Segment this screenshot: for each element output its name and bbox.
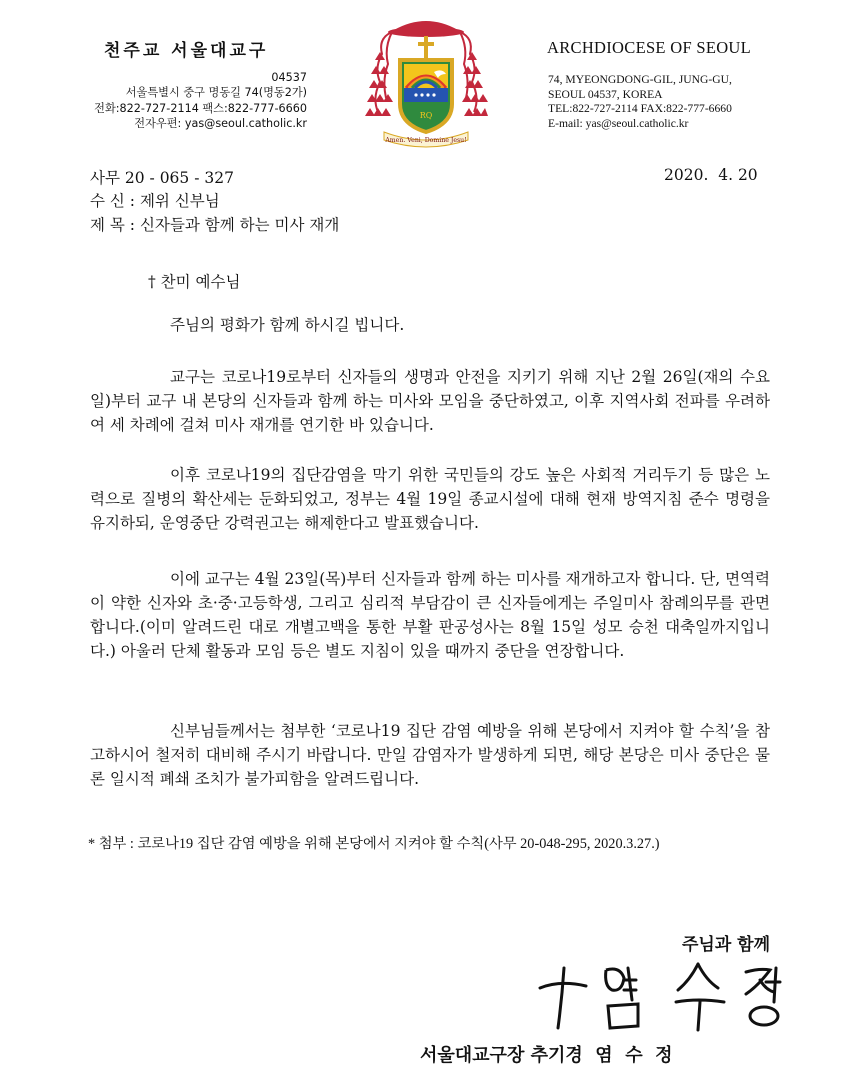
address-block-english (548, 73, 732, 131)
address-block-korean (94, 70, 307, 132)
phone-fax-english: TEL:822-727-2114 FAX:822-777-6660 (548, 102, 732, 116)
attachment-note: * 첨부 : 코로나19 집단 감염 예방을 위해 본당에서 지켜야 할 수칙(사무 20-048-295, 2020.3.27.) (88, 836, 660, 852)
praise-line: † 찬미 예수님 (148, 273, 241, 291)
address-line-1: 74, MYEONGDONG-GIL, JUNG-GU, (548, 73, 732, 86)
handwritten-signature (520, 950, 820, 1032)
org-name-korean: 천주교 서울대교구 (104, 41, 269, 61)
email-english: E-mail: yas@seoul.catholic.kr (548, 116, 689, 130)
crest-motto: Amen. Veni, Domine Jesu! (385, 137, 467, 144)
address-line-2: SEOUL 04537, KOREA (548, 87, 663, 101)
document-number: 사무 20 - 065 - 327 (90, 169, 234, 187)
street-address: 서울특별시 중구 명동길 74(명동2가) (125, 86, 307, 100)
document-date: 2020. 4. 20 (664, 166, 758, 184)
paragraph-government-announcement: 이후 코로나19의 집단감염을 막기 위한 국민들의 강도 높은 사회적 거리두기 등 많은 노력으로 질병의 확산세는 둔화되었고, 정부는 4월 19일 종교시설에 대해 현재 방역지침 준수 명령을 유지하되, 운영중단 강력권고는 해제한다고 발표했습니다. (90, 466, 770, 532)
subject-line: 제 목 : 신자들과 함께 하는 미사 재개 (90, 216, 340, 234)
archdiocese-crest-logo (364, 8, 488, 150)
org-name-english: ARCHDIOCESE OF SEOUL (547, 38, 752, 57)
greeting-line: 주님의 평화가 함께 하시길 빕니다. (170, 316, 405, 334)
crest-monogram: RQ (419, 111, 433, 120)
signer-name: 서울대교구장 추기경 염 수 정 (420, 1045, 673, 1066)
paragraph-suspension: 교구는 코로나19로부터 신자들의 생명과 안전을 지키기 위해 지난 2월 26일(재의 수요일)부터 교구 내 본당의 신자들과 함께 하는 미사와 모임을 중단하였고, 이후 지역사회 전파를 우려하여 세 차례에 걸쳐 미사 재개를 연기한 바 있습니다. (90, 368, 770, 434)
closing-phrase: 주님과 함께 (682, 935, 771, 955)
email: 전자우편: yas@seoul.catholic.kr (134, 117, 307, 131)
postcode: 04537 (271, 71, 307, 84)
paragraph-mass-resumption: 이에 교구는 4월 23일(목)부터 신자들과 함께 하는 미사를 재개하고자 합니다. 단, 면역력이 약한 신자와 초·중·고등학생, 그리고 심리적 부담감이 큰 신자들에게는 주일미사 참례의무를 관면합니다.(이미 알려드린 대로 개별고백을 통한 부활 판공성사는 8월 15일 성모 승천 대축일까지입니다.) 아울러 단체 활동과 모임 등은 별도 지침이 있을 때까지 중단을 연장합니다. (90, 570, 770, 660)
paragraph-guidelines: 신부님들께서는 첨부한 ‘코로나19 집단 감염 예방을 위해 본당에서 지켜야 할 수칙’을 참고하시어 철저히 대비해 주시기 바랍니다. 만일 감염자가 발생하게 되면, 해당 본당은 미사 중단은 물론 일시적 폐쇄 조치가 불가피함을 알려드립니다. (90, 722, 770, 788)
recipient-line: 수 신 : 제위 신부님 (90, 192, 220, 210)
phone-fax: 전화:822-727-2114 팩스:822-777-6660 (94, 101, 307, 115)
